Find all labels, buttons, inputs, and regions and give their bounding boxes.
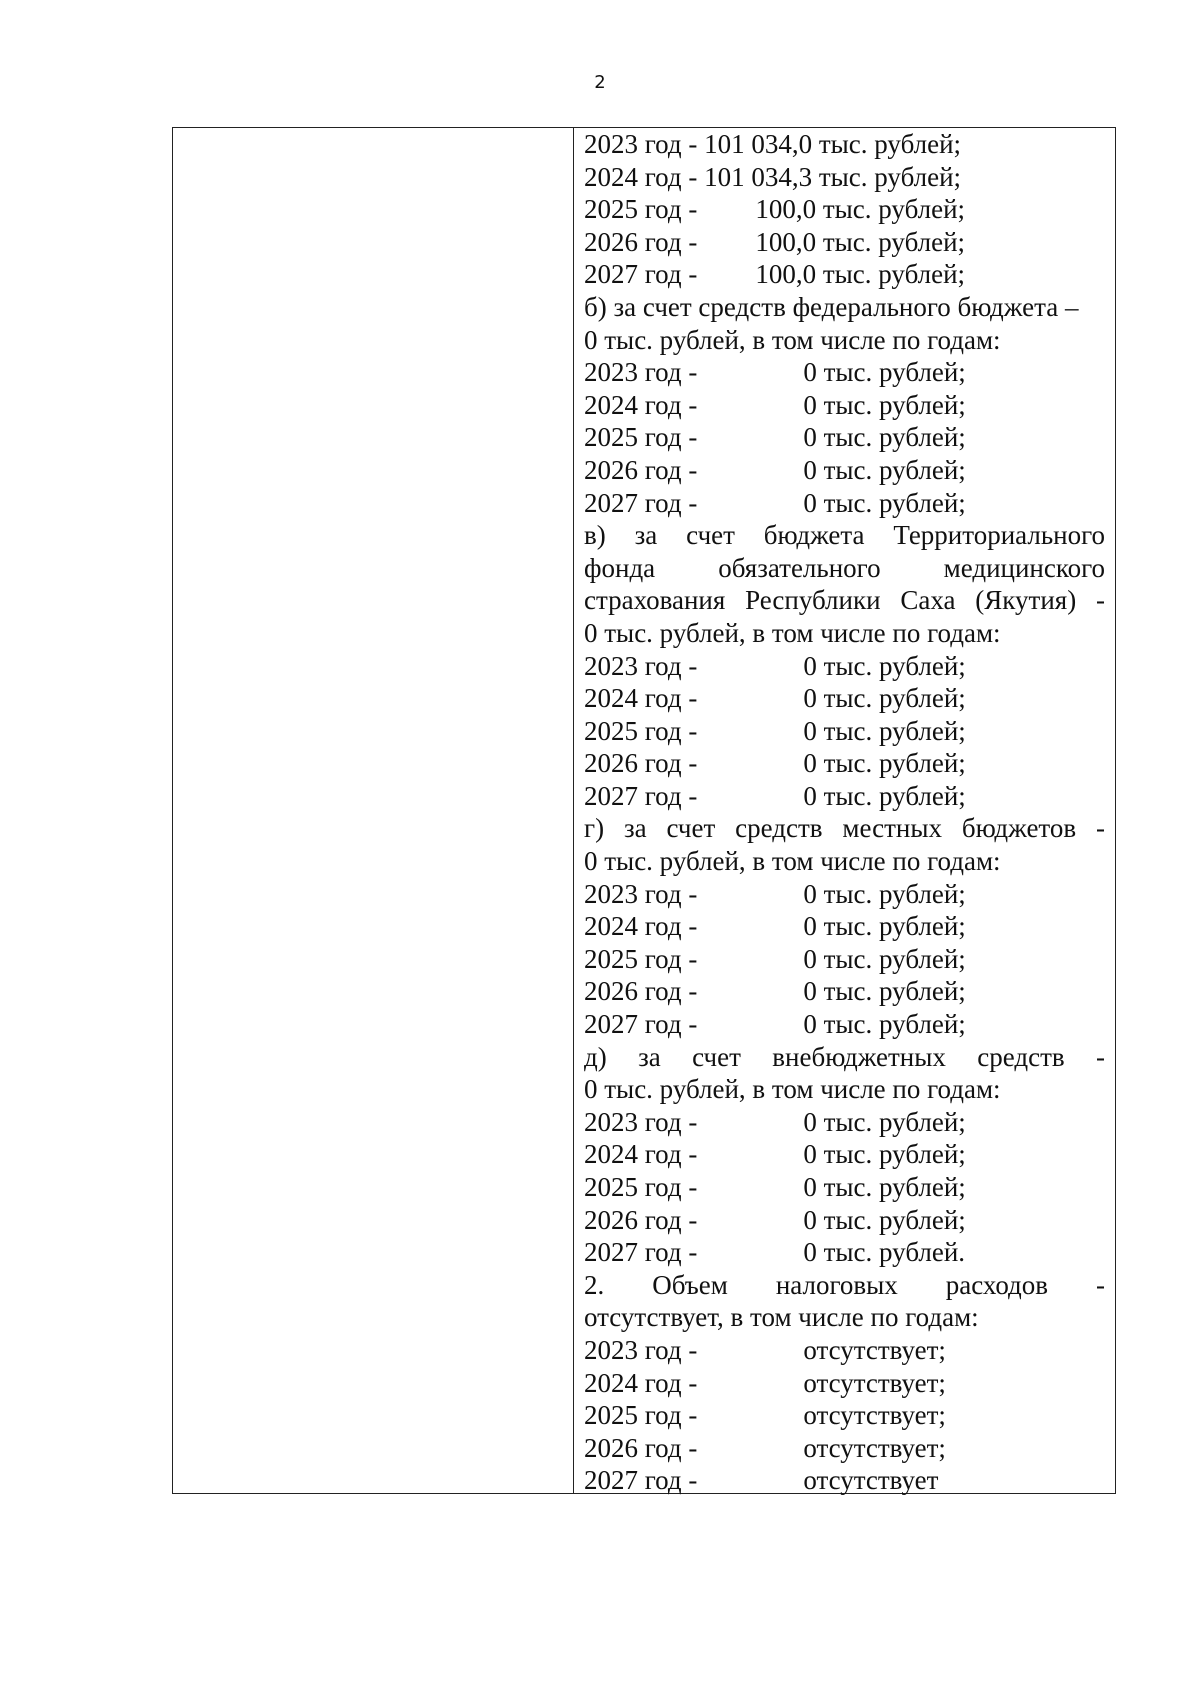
year-label: 2027 год - bbox=[584, 259, 698, 290]
year-label: 2025 год - bbox=[584, 422, 698, 453]
year-amount: 0 тыс. рублей; bbox=[803, 1204, 966, 1235]
year-label: 2026 год - bbox=[584, 454, 698, 485]
year-amount: отсутствует; bbox=[803, 1367, 946, 1398]
year-amount: 0 тыс. рублей; bbox=[803, 422, 966, 453]
tax-year-line bbox=[584, 1334, 1105, 1367]
local-year-line bbox=[584, 878, 1105, 911]
year-label: 2024 год - bbox=[584, 911, 698, 942]
year-amount: 0 тыс. рублей; bbox=[803, 748, 966, 779]
year-label: 2024 год - bbox=[584, 683, 698, 714]
year-amount: 0 тыс. рублей; bbox=[803, 1106, 966, 1137]
year-amount: 0 тыс. рублей; bbox=[803, 357, 966, 388]
regional-year-line bbox=[584, 128, 1105, 161]
year-label: 2025 год - bbox=[584, 1172, 698, 1202]
tax-year-line bbox=[584, 1367, 1105, 1400]
year-amount: 0 тыс. рублей; bbox=[803, 389, 966, 420]
year-amount: 0 тыс. рублей. bbox=[803, 1237, 966, 1268]
local-year-line bbox=[584, 910, 1105, 943]
tfoms-year-line bbox=[584, 747, 1105, 780]
tfoms-heading-2: фонда обязательного медицинского bbox=[584, 552, 1105, 583]
year-amount: отсутствует bbox=[803, 1465, 939, 1496]
year-amount: 0 тыс. рублей; bbox=[803, 1139, 966, 1170]
extrabudget-year-line bbox=[584, 1204, 1105, 1237]
year-label: 2024 год - bbox=[584, 389, 698, 420]
tfoms-year-line bbox=[584, 780, 1105, 813]
federal-heading: б) за счет средств федерального бюджета – bbox=[584, 291, 1079, 322]
year-label: 2027 год - bbox=[584, 1009, 698, 1040]
year-amount: 100,0 тыс. рублей; bbox=[755, 226, 966, 257]
table-right-cell bbox=[574, 128, 1115, 1496]
regional-year-line bbox=[584, 258, 1105, 291]
year-label: 2023 год - bbox=[584, 878, 698, 909]
year-amount: 0 тыс. рублей; bbox=[803, 683, 966, 714]
year-label: 2023 год - bbox=[584, 129, 698, 159]
extrabudget-year-line bbox=[584, 1138, 1105, 1171]
federal-year-line bbox=[584, 487, 1105, 520]
year-label: 2025 год - bbox=[584, 943, 698, 974]
year-label: 2026 год - bbox=[584, 226, 698, 257]
local-year-line bbox=[584, 1008, 1105, 1041]
year-amount: 0 тыс. рублей; bbox=[803, 650, 966, 681]
year-amount: отсутствует; bbox=[803, 1334, 946, 1365]
year-label: 2025 год - bbox=[584, 1400, 698, 1431]
year-amount: 0 тыс. рублей; bbox=[803, 780, 966, 811]
local-heading-2: 0 тыс. рублей, в том числе по годам: bbox=[584, 846, 1001, 877]
federal-year-line bbox=[584, 454, 1105, 487]
year-label: 2023 год - bbox=[584, 1334, 698, 1365]
year-amount: 0 тыс. рублей; bbox=[803, 878, 966, 909]
year-amount: 100,0 тыс. рублей; bbox=[755, 259, 966, 290]
tax-heading: 2. Объем налоговых расходов - bbox=[584, 1269, 1105, 1300]
financing-table bbox=[172, 127, 1116, 1494]
year-label: 2024 год - bbox=[584, 1367, 698, 1398]
tfoms-heading: в) за счет бюджета Территориального bbox=[584, 520, 1105, 551]
federal-year-line bbox=[584, 356, 1105, 389]
year-label: 2027 год - bbox=[584, 487, 698, 518]
year-label: 2026 год - bbox=[584, 1432, 698, 1463]
federal-heading-2: 0 тыс. рублей, в том числе по годам: bbox=[584, 324, 1001, 355]
tfoms-heading-4: 0 тыс. рублей, в том числе по годам: bbox=[584, 617, 1001, 648]
year-label: 2027 год - bbox=[584, 1465, 698, 1496]
year-amount: 0 тыс. рублей; bbox=[803, 454, 966, 485]
year-label: 2026 год - bbox=[584, 976, 698, 1007]
year-amount: 0 тыс. рублей; bbox=[803, 715, 966, 746]
tfoms-year-line bbox=[584, 715, 1105, 748]
tfoms-heading-3: страхования Республики Саха (Якутия) - bbox=[584, 585, 1105, 616]
year-amount: 101 034,0 тыс. рублей; bbox=[704, 129, 962, 159]
year-label: 2026 год - bbox=[584, 748, 698, 779]
year-amount: отсутствует; bbox=[803, 1400, 946, 1431]
extrabudget-year-line bbox=[584, 1236, 1105, 1269]
local-year-line bbox=[584, 975, 1105, 1008]
federal-year-line bbox=[584, 389, 1105, 422]
year-label: 2023 год - bbox=[584, 1106, 698, 1137]
federal-year-line bbox=[584, 421, 1105, 454]
table-left-cell bbox=[173, 128, 574, 1493]
year-label: 2025 год - bbox=[584, 194, 698, 225]
regional-year-line bbox=[584, 161, 1105, 194]
year-amount: отсутствует; bbox=[803, 1432, 946, 1463]
tfoms-year-line bbox=[584, 650, 1105, 683]
year-label: 2027 год - bbox=[584, 1237, 698, 1268]
year-amount: 0 тыс. рублей; bbox=[803, 1009, 966, 1040]
tfoms-year-line bbox=[584, 682, 1105, 715]
year-amount: 0 тыс. рублей; bbox=[803, 1172, 966, 1202]
extrabudget-year-line bbox=[584, 1106, 1105, 1139]
extrabudget-heading: д) за счет внебюджетных средств - bbox=[584, 1041, 1105, 1072]
tax-year-line bbox=[584, 1432, 1105, 1465]
year-amount: 101 034,3 тыс. рублей; bbox=[704, 161, 962, 192]
year-label: 2023 год - bbox=[584, 650, 698, 681]
year-label: 2024 год - bbox=[584, 161, 698, 192]
year-label: 2025 год - bbox=[584, 715, 698, 746]
extrabudget-year-line bbox=[584, 1171, 1105, 1204]
year-amount: 0 тыс. рублей; bbox=[803, 976, 966, 1007]
local-year-line bbox=[584, 943, 1105, 976]
year-amount: 0 тыс. рублей; bbox=[803, 943, 966, 974]
year-label: 2023 год - bbox=[584, 357, 698, 388]
year-label: 2026 год - bbox=[584, 1204, 698, 1235]
year-amount: 0 тыс. рублей; bbox=[803, 487, 966, 518]
regional-year-line bbox=[584, 193, 1105, 226]
tax-year-line bbox=[584, 1399, 1105, 1432]
year-amount: 100,0 тыс. рублей; bbox=[755, 194, 966, 225]
tax-heading-2: отсутствует, в том числе по годам: bbox=[584, 1302, 979, 1333]
year-amount: 0 тыс. рублей; bbox=[803, 911, 966, 942]
local-heading: г) за счет средств местных бюджетов - bbox=[584, 813, 1105, 844]
page-number: 2 bbox=[594, 72, 606, 93]
extrabudget-heading-2: 0 тыс. рублей, в том числе по годам: bbox=[584, 1074, 1001, 1105]
tax-year-line bbox=[584, 1464, 1105, 1497]
year-label: 2024 год - bbox=[584, 1139, 698, 1170]
year-label: 2027 год - bbox=[584, 780, 698, 811]
regional-year-line bbox=[584, 226, 1105, 259]
